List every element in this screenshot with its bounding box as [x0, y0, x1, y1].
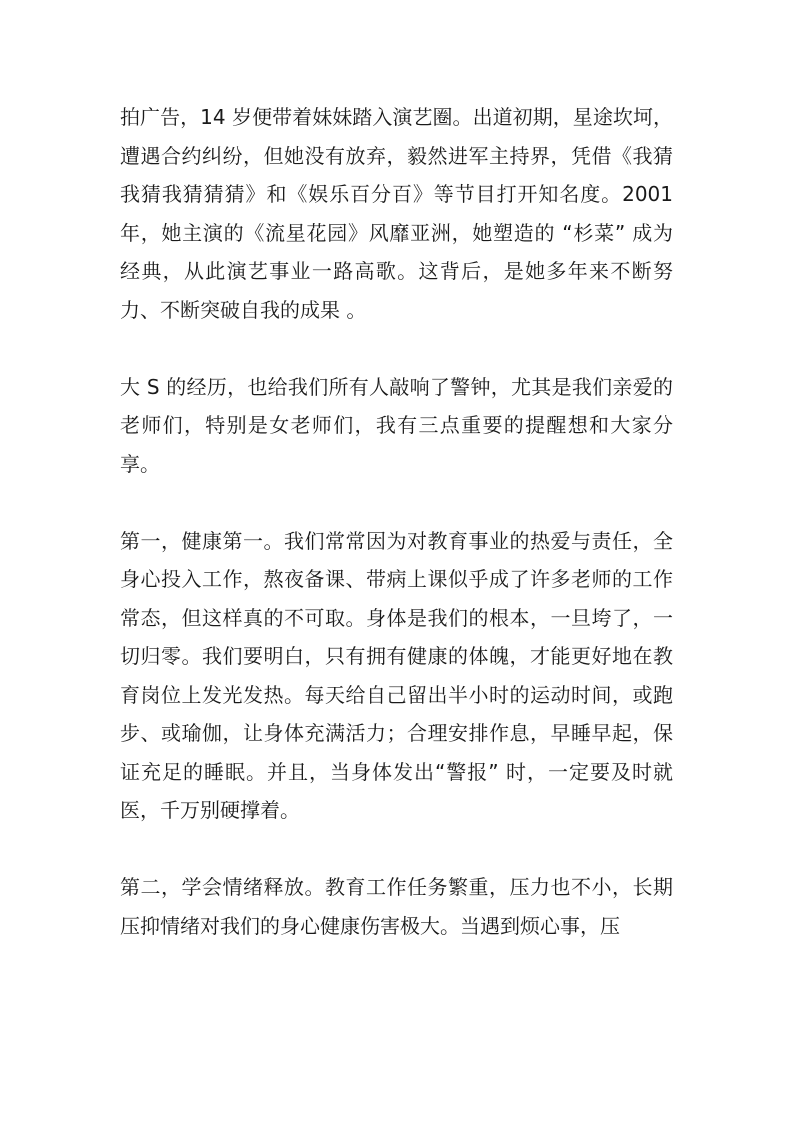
paragraph-intro-career: 拍广告，14 岁便带着妹妹踏入演艺圈。出道初期，星途坎坷，遭遇合约纠纷，但她没有放弃，毅然进军主持界，凭借《我猜我猜我猜猜猜》和《娱乐百分百》等节目打开知名度。2001 年，她主演的《流星花园》风靡亚洲，她塑造的 “杉菜” 成为经典，从此演艺事业一路高歌。这背后，是她多年来不断努力、不断突破自我的成果 。: [120, 105, 680, 322]
paragraph-point-two-emotion: 第二，学会情绪释放。教育工作任务繁重，压力也不小，长期压抑情绪对我们的身心健康伤害极大。当遇到烦心事，压: [120, 875, 673, 938]
document-body: [120, 98, 680, 984]
paragraph-warning: 大 S 的经历，也给我们所有人敲响了警钟，尤其是我们亲爱的老师们，特别是女老师们，我有三点重要的提醒想和大家分享。: [120, 374, 673, 476]
paragraph-point-one-health: 第一，健康第一。我们常常因为对教育事业的热爱与责任，全身心投入工作，熬夜备课、带病上课似乎成了许多老师的工作常态，但这样真的不可取。身体是我们的根本，一旦垮了，一切归零。我们要明白，只有拥有健康的体魄，才能更好地在教育岗位上发光发热。每天给自己留出半小时的运动时间，或跑步、或瑜伽，让身体充满活力；合理安排作息，早睡早起，保证充足的睡眠。并且，当身体发出“警报” 时，一定要及时就医，千万别硬撑着。: [120, 528, 673, 822]
